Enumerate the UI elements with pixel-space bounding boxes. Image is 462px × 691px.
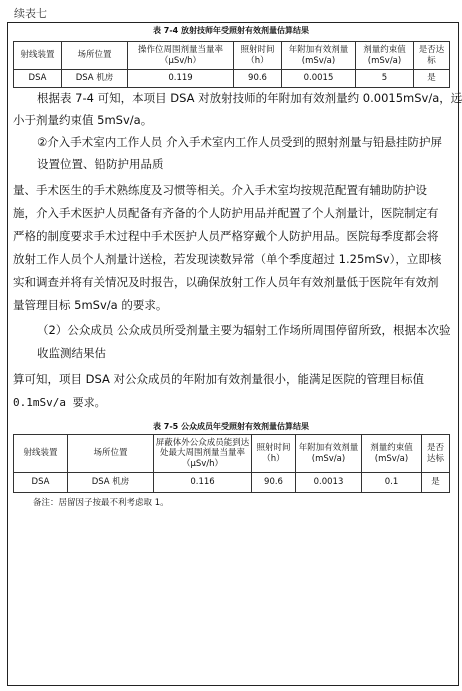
paragraph-line: 量、手术医生的手术熟练度及习惯等相关。介入手术室均按规范配置有辅助防护设	[13, 183, 427, 197]
paragraph-line: 施，介入手术医护人员配备有齐备的个人防护用品并配置了个人剂量计，医院制定有	[13, 206, 439, 220]
table-row	[14, 70, 450, 88]
table-cell: DSA 机房	[62, 70, 128, 88]
table2-header-row	[14, 435, 450, 473]
table-cell: 0.119	[128, 70, 234, 88]
paragraph-line: 放射工作人员个人剂量计送检，若发现读数异常（单个季度超过 1.25mSv），立即核	[13, 252, 442, 266]
table-cell: 0.0015	[282, 70, 356, 88]
section-heading: ②介入手术室内工作人员 介入手术室内工作人员受到的照射剂量与铅悬挂防护屏	[37, 135, 442, 149]
table-cell: DSA 机房	[68, 473, 154, 493]
table-cell: 90.6	[252, 473, 296, 493]
table2-header-cell: 年附加有效剂量(mSv/a)	[296, 435, 362, 473]
table-cell: 0.1	[362, 473, 422, 493]
table2-note: 备注：居留因子按最不利考虑取 1。	[33, 498, 169, 508]
table2-header-cell: 射线装置	[14, 435, 68, 473]
table2-header-cell: 屏蔽体外公众成员能到达处最大周围剂量当量率（μSv/h）	[154, 435, 252, 473]
table2-caption: 表 7-5 公众成员年受照射有效剂量估算结果	[152, 422, 310, 431]
table1-header-cell: 是否达标	[414, 42, 450, 70]
table1	[13, 41, 450, 88]
table1-header-cell: 剂量约束值(mSv/a)	[356, 42, 414, 70]
table1-header-cell: 年附加有效剂量(mSv/a)	[282, 42, 356, 70]
table-cell: 90.6	[234, 70, 282, 88]
paragraph-line: 算可知，项目 DSA 对公众成员的年附加有效剂量很小，能满足医院的管理目标值	[13, 372, 425, 386]
table-cell: 0.0013	[296, 473, 362, 493]
section-heading: （2）公众成员 公众成员所受剂量主要为辐射工作场所周围停留所致，根据本次验	[37, 323, 451, 337]
table-cell: 0.116	[154, 473, 252, 493]
paragraph-line: 量管理目标 5mSv/a 的要求。	[13, 298, 168, 312]
table1-caption: 表 7-4 放射技师年受照射有效剂量估算结果	[152, 26, 310, 35]
table1-header-cell: 照射时间（h）	[234, 42, 282, 70]
table-cell: 是	[414, 70, 450, 88]
table-cell: DSA	[14, 473, 68, 493]
table1-header-cell: 射线装置	[14, 42, 62, 70]
paragraph-line: 根据表 7-4 可知，本项目 DSA 对放射技师的年附加有效剂量约 0.0015mSv/a，远	[37, 91, 462, 105]
paragraph-line: 严格的制度要求手术过程中手术医护人员严格穿戴个人防护用品。医院每季度都会将	[13, 229, 439, 243]
table1-header-cell: 场所位置	[62, 42, 128, 70]
table2-header-cell: 剂量约束值(mSv/a)	[362, 435, 422, 473]
table2-header-cell: 照射时间（h）	[252, 435, 296, 473]
table2-header-cell: 场所位置	[68, 435, 154, 473]
section-heading: 收监测结果估	[37, 346, 106, 360]
table2	[13, 434, 450, 493]
table-cell: 5	[356, 70, 414, 88]
table2-header-cell: 是否达标	[422, 435, 450, 473]
paragraph-line: 小于剂量约束值 5mSv/a。	[13, 113, 153, 127]
continued-table-label: 续表七	[14, 7, 47, 20]
table1-header-cell: 操作位周围剂量当量率（μSv/h）	[128, 42, 234, 70]
table1-header-row	[14, 42, 450, 70]
table-cell: 是	[422, 473, 450, 493]
paragraph-line: 0.1mSv/a 要求。	[13, 396, 106, 409]
table-row	[14, 473, 450, 493]
table-cell: DSA	[14, 70, 62, 88]
section-heading: 设置位置、铅防护用品质	[37, 157, 164, 171]
paragraph-line: 实和调查并将有关情况及时报告，以确保放射工作人员年有效剂量低于医院年有效剂	[13, 275, 439, 289]
